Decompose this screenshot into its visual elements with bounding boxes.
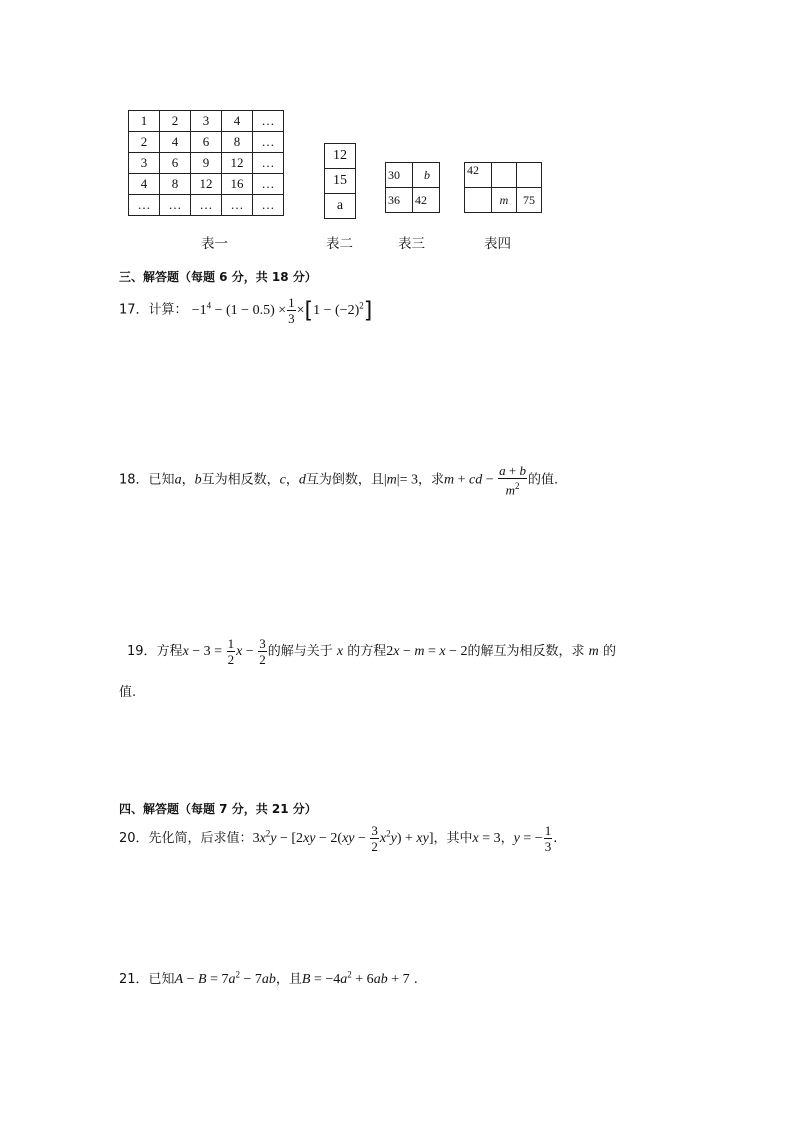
table-one	[128, 110, 284, 216]
text-segment: 的值.	[528, 472, 559, 488]
text-segment: 的解互为相反数，求	[467, 644, 585, 659]
question-19-continuation: 值.	[119, 685, 137, 700]
table-one-cell: …	[191, 195, 222, 216]
text-segment: 的	[602, 644, 616, 659]
table-one-row	[129, 111, 284, 132]
table-one-cell: 2	[160, 111, 191, 132]
table-two	[324, 143, 356, 219]
question-number: 17．	[119, 302, 149, 318]
table-two-cell: a	[325, 194, 356, 219]
question-19: 19．方程x − 3 = $\frac{1}{2}$ x − $\frac{3}{2}$ 的解与关于 x 的方程2x − m = x − 2的解互为相反数，求 m 的	[127, 636, 616, 667]
table-one-row	[129, 174, 284, 195]
table-four-cell: m	[492, 188, 517, 213]
question-number: 19．	[127, 644, 157, 659]
table-one-cell: 8	[222, 132, 253, 153]
question-label: 已知	[148, 972, 175, 987]
table-one-row	[129, 132, 284, 153]
table-two-cell: 15	[325, 169, 356, 194]
table-one-row	[129, 195, 284, 216]
table-one-cell: …	[253, 195, 284, 216]
table-three-cell: 36	[386, 188, 413, 213]
question-label: 计算：	[148, 302, 188, 318]
question-18: 18．已知a，b互为相反数，c，d互为倒数，且|m|= 3，求m + cd − $\frac{a + b}{m^2}$ 的值.	[119, 463, 559, 498]
text-segment: 互为倒数，且	[305, 472, 384, 488]
table-one-cell: 1	[129, 111, 160, 132]
table-one-cell: 4	[160, 132, 191, 153]
question-20: 20．先化简，后求值：$3x^2y - [2xy - 2(xy$ − $\frac{3}{2}$ $x^2y) + xy$]，其中x = 3，y = − $\frac{1}{3}$ .	[119, 823, 558, 854]
table-one-caption: 表一	[201, 236, 228, 252]
question-number: 18．	[119, 472, 149, 488]
text-segment: 方程	[156, 644, 183, 659]
table-one-cell: 6	[191, 132, 222, 153]
text-segment: ，其中	[433, 831, 473, 846]
question-17	[119, 295, 372, 326]
question-21: 21．已知$A - B = 7a^2 - 7ab$，且$B = -4a^2 + 6ab + 7$ .	[119, 969, 418, 987]
math-expression: $-1^4 - (1 - 0.5)$ × $\frac{1}{3}$ $\times[1 - (-2)^2]$	[191, 295, 373, 326]
table-one-cell: …	[253, 132, 284, 153]
text-segment: 已知	[148, 472, 175, 488]
section-four-heading: 四、解答题（每题 7 分，共 21 分）	[119, 802, 317, 816]
table-one-cell: 3	[129, 153, 160, 174]
table-four-caption: 表四	[484, 236, 511, 252]
table-one-cell: 8	[160, 174, 191, 195]
table-one-cell: …	[222, 195, 253, 216]
table-four-cell	[492, 163, 517, 188]
table-one-cell: …	[253, 111, 284, 132]
table-one-cell: 4	[222, 111, 253, 132]
table-one-cell: …	[129, 195, 160, 216]
table-one-row	[129, 153, 284, 174]
text-segment: ，求	[417, 472, 444, 488]
table-one-cell: 6	[160, 153, 191, 174]
text-segment: .	[413, 972, 418, 987]
table-four-cell	[465, 188, 492, 213]
table-one-cell: 3	[191, 111, 222, 132]
table-four	[464, 162, 542, 213]
table-one-cell: 2	[129, 132, 160, 153]
table-one-cell: …	[253, 153, 284, 174]
table-three-cell: b	[413, 163, 440, 188]
table-one-cell: 4	[129, 174, 160, 195]
table-one-cell: 9	[191, 153, 222, 174]
table-four-cell: 75	[517, 188, 542, 213]
text-segment: 互为相反数，	[201, 472, 280, 488]
table-one-cell: 12	[191, 174, 222, 195]
table-four-cell: 42	[465, 163, 492, 188]
table-one-cell: …	[160, 195, 191, 216]
table-one-cell: …	[253, 174, 284, 195]
table-three	[385, 162, 440, 213]
text-segment: ，且	[275, 972, 302, 987]
text-segment: 的解与关于	[267, 644, 333, 659]
text-segment: .	[553, 831, 558, 846]
table-three-cell: 30	[386, 163, 413, 188]
text-segment: 的方程	[347, 644, 387, 659]
table-four-cell	[517, 163, 542, 188]
table-two-cell: 12	[325, 144, 356, 169]
table-one-cell: 12	[222, 153, 253, 174]
table-one-cell: 16	[222, 174, 253, 195]
question-label: 先化简，后求值：	[148, 831, 253, 846]
section-three-heading: 三、解答题（每题 6 分，共 18 分）	[119, 270, 317, 284]
question-number: 20．	[119, 831, 149, 846]
table-two-caption: 表二	[326, 236, 353, 252]
table-three-cell: 42	[413, 188, 440, 213]
question-number: 21．	[119, 972, 149, 987]
table-three-caption: 表三	[398, 236, 425, 252]
